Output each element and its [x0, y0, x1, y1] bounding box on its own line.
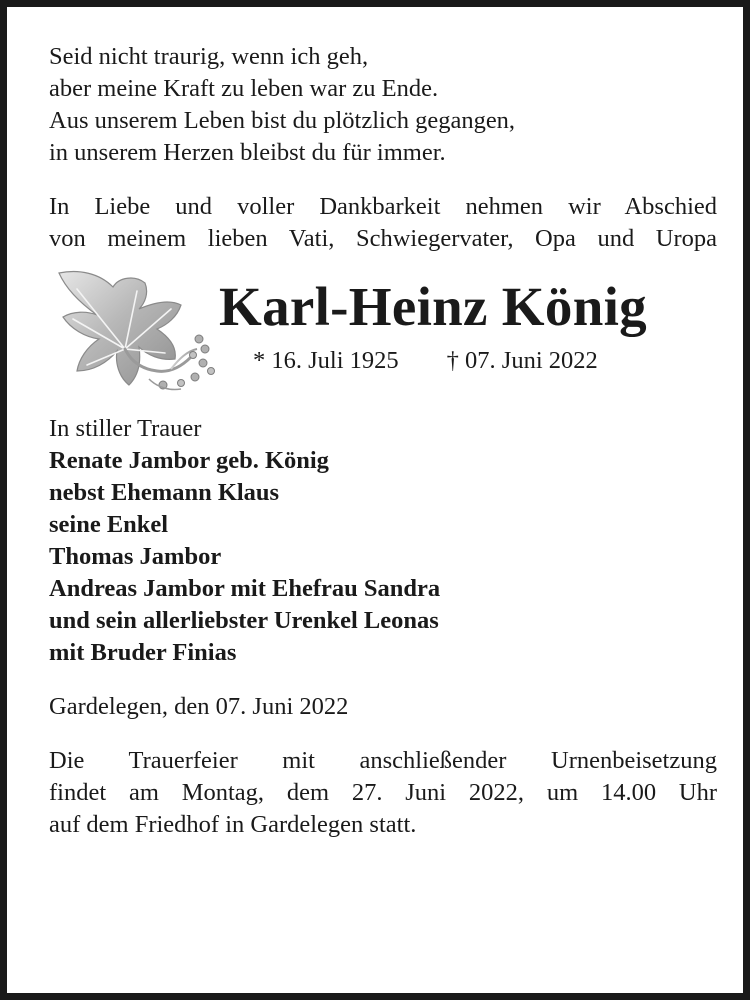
deceased-header: [49, 255, 717, 401]
obituary-content: [49, 41, 717, 841]
mourner-name: Andreas Jambor mit Ehefrau Sandra: [49, 575, 441, 602]
death-date: † 07. Juni 2022: [446, 347, 598, 374]
life-dates: [253, 345, 598, 377]
place-and-date: [49, 691, 717, 723]
memorial-verse: [49, 41, 717, 169]
intro-line: In Liebe und voller Dankbarkeit nehmen wir Abschied: [49, 193, 717, 220]
mourner-name: und sein allerliebster Urenkel Leonas: [49, 607, 439, 634]
mourner-name: nebst Ehemann Klaus: [49, 479, 280, 506]
verse-line: aber meine Kraft zu leben war zu Ende.: [49, 75, 439, 102]
funeral-notice: [49, 745, 717, 841]
mourner-name: Thomas Jambor: [49, 543, 222, 570]
ivy-leaf-icon: [53, 267, 219, 397]
funeral-line: Die Trauerfeier mit anschließender Urnenbeisetzung: [49, 747, 717, 774]
deceased-name: Karl-Heinz König: [219, 276, 647, 337]
verse-line: Aus unserem Leben bist du plötzlich gegangen,: [49, 107, 516, 134]
place-date-line: Gardelegen, den 07. Juni 2022: [49, 693, 349, 720]
birth-date: * 16. Juli 1925: [253, 347, 399, 374]
intro-line: von meinem lieben Vati, Schwiegervater, Opa und Uropa: [49, 225, 717, 252]
funeral-line: findet am Montag, dem 27. Juni 2022, um 14.00 Uhr: [49, 779, 717, 806]
funeral-line: auf dem Friedhof in Gardelegen statt.: [49, 811, 417, 838]
verse-line: in unserem Herzen bleibst du für immer.: [49, 139, 446, 166]
verse-line: Seid nicht traurig, wenn ich geh,: [49, 43, 369, 70]
mourner-name: seine Enkel: [49, 511, 169, 538]
farewell-intro: [49, 191, 717, 255]
mourners-heading: In stiller Trauer: [49, 415, 202, 442]
mourners-list: [49, 413, 717, 669]
mourner-name: mit Bruder Finias: [49, 639, 237, 666]
mourner-name: Renate Jambor geb. König: [49, 447, 329, 474]
